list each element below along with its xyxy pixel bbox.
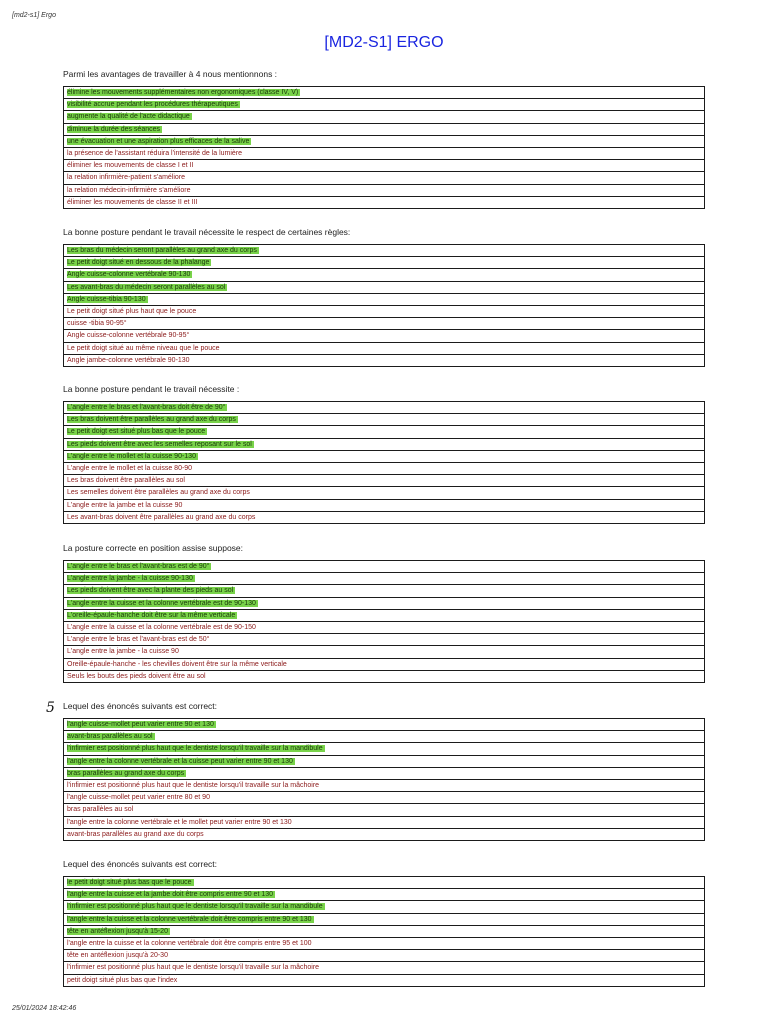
option-label: bras parallèles au sol <box>67 806 134 814</box>
option-label: l'infirmier est positionné plus haut que le dentiste lorsqu'il travaille sur la mandibule <box>67 745 323 753</box>
option-row-correct <box>64 414 704 426</box>
option-label: L'angle entre le mollet et la cuisse 90-130 <box>67 452 196 460</box>
option-row-correct <box>64 426 704 438</box>
option-row-correct <box>64 451 704 463</box>
option-label: bras parallèles au grand axe du corps <box>67 769 185 777</box>
option-label: L'angle entre la cuisse et la colonne vertébrale est de 90-150 <box>67 623 256 631</box>
option-row-correct <box>64 439 704 451</box>
option-label: élimine les mouvements supplémentaires non ergonomiques (classe IV, V) <box>67 89 299 96</box>
option-row <box>64 671 704 682</box>
question-text: La posture correcte en position assise suppose: <box>63 543 244 553</box>
option-label: L'angle entre le bras et l'avant-bras doit être de 90° <box>67 404 226 411</box>
option-row <box>64 197 704 208</box>
option-label: petit doigt situé plus bas que l'index <box>67 976 178 984</box>
option-row-correct <box>64 585 704 597</box>
option-row <box>64 659 704 671</box>
option-label: Angle jambe-colonne vertébrale 90-130 <box>67 356 190 364</box>
option-label: éliminer les mouvements de classe I et II <box>67 162 194 170</box>
option-row <box>64 475 704 487</box>
option-label: Les bras doivent être parallèles au grand axe du corps <box>67 416 236 424</box>
option-label: la relation infirmière-patient s'améliore <box>67 174 186 182</box>
question-block <box>63 68 705 209</box>
question-text: Parmi les avantages de travailler à 4 nous mentionnons : <box>63 69 278 79</box>
options-table <box>63 560 705 683</box>
option-row <box>64 829 704 840</box>
option-row-correct <box>64 573 704 585</box>
option-row <box>64 646 704 658</box>
option-label: l'angle entre la cuisse et la colonne vertébrale doit être compris entre 95 et 100 <box>67 939 312 947</box>
option-label: Les bras du médecin seront parallèles au grand axe du corps <box>67 247 257 254</box>
option-label: Angle cuisse-colonne vertébrale 90-95° <box>67 332 190 340</box>
option-label: Les pieds doivent être avec la plante des pieds au sol <box>67 587 234 595</box>
options-table <box>63 876 705 987</box>
option-row-correct <box>64 99 704 111</box>
option-label: Seuls les bouts des pieds doivent être au sol <box>67 672 206 680</box>
option-row <box>64 463 704 475</box>
option-row <box>64 185 704 197</box>
question-text: Lequel des énoncés suivants est correct: <box>63 859 218 869</box>
option-row-correct <box>64 294 704 306</box>
question-block <box>63 542 705 683</box>
option-row <box>64 780 704 792</box>
option-row-correct <box>64 561 704 573</box>
option-row-correct <box>64 257 704 269</box>
option-label: l'angle entre la colonne vertébrale et le mollet peut varier entre 90 et 130 <box>67 818 292 826</box>
option-row-correct <box>64 610 704 622</box>
option-row <box>64 318 704 330</box>
option-row <box>64 172 704 184</box>
options-table <box>63 401 705 524</box>
option-label: diminue la durée des séances <box>67 125 161 133</box>
option-row <box>64 634 704 646</box>
option-label: Le petit doigt situé au même niveau que le pouce <box>67 344 220 352</box>
option-label: Angle cuisse-colonne vertébrale 90-130 <box>67 271 191 279</box>
option-row-correct <box>64 914 704 926</box>
option-label: éliminer les mouvements de classe II et III <box>67 198 198 206</box>
option-row <box>64 938 704 950</box>
option-row-correct <box>64 245 704 257</box>
option-row <box>64 962 704 974</box>
option-row <box>64 512 704 523</box>
option-row-correct <box>64 743 704 755</box>
option-row-correct <box>64 889 704 901</box>
option-row <box>64 487 704 499</box>
page-title: [MD2-S1] ERGO <box>324 34 444 51</box>
option-row <box>64 330 704 342</box>
option-label: l'infirmier est positionné plus haut que le dentiste lorsqu'il travaille sur la mâchoire <box>67 964 320 972</box>
question-text: La bonne posture pendant le travail nécessite le respect de certaines règles: <box>63 227 351 237</box>
option-row-correct <box>64 136 704 148</box>
option-label: Angle cuisse-tibia 90-130 <box>67 295 146 303</box>
option-row-correct <box>64 402 704 414</box>
option-row-correct <box>64 282 704 294</box>
option-row <box>64 975 704 986</box>
option-row <box>64 343 704 355</box>
option-label: l'angle cuisse-mollet peut varier entre 80 et 90 <box>67 794 210 802</box>
option-row <box>64 622 704 634</box>
option-label: L'angle entre la jambe et la cuisse 90 <box>67 501 183 509</box>
option-row-correct <box>64 901 704 913</box>
option-label: L'angle entre la jambe - la cuisse 90 <box>67 648 179 656</box>
option-row-correct <box>64 877 704 889</box>
page-header-label: [md2-s1] Ergo <box>12 12 56 19</box>
option-label: Le petit doigt est situé plus bas que le pouce <box>67 428 206 436</box>
option-label: le petit doigt situé plus bas que le pouce <box>67 879 192 886</box>
question-block <box>63 700 705 841</box>
options-table <box>63 244 705 367</box>
option-label: la présence de l'assistant réduira l'intensité de la lumière <box>67 149 243 157</box>
option-row <box>64 148 704 160</box>
question-text: Lequel des énoncés suivants est correct: <box>63 701 218 711</box>
option-row <box>64 792 704 804</box>
option-row <box>64 355 704 366</box>
option-label: L'angle entre le mollet et la cuisse 80-90 <box>67 464 193 472</box>
option-row-correct <box>64 598 704 610</box>
option-label: l'infirmier est positionné plus haut que le dentiste lorsqu'il travaille sur la mandibule <box>67 903 323 911</box>
page-footer-timestamp: 25/01/2024 18:42:46 <box>12 1005 77 1012</box>
option-row-correct <box>64 926 704 938</box>
option-label: avant-bras parallèles au sol <box>67 733 153 741</box>
option-row <box>64 817 704 829</box>
option-label: L'angle entre le bras et l'avant-bras est de 50° <box>67 636 210 644</box>
option-row <box>64 160 704 172</box>
option-row <box>64 804 704 816</box>
option-label: tête en antéflexion jusqu'à 15-20 <box>67 927 168 935</box>
option-row-correct <box>64 124 704 136</box>
option-row-correct <box>64 756 704 768</box>
option-label: l'angle entre la cuisse et la jambe doit être compris entre 90 et 130 <box>67 891 274 899</box>
option-row <box>64 950 704 962</box>
option-row-correct <box>64 87 704 99</box>
option-label: Les semelles doivent être parallèles au grand axe du corps <box>67 489 250 497</box>
option-label: avant-bras parallèles au grand axe du corps <box>67 830 204 838</box>
option-row <box>64 500 704 512</box>
option-row-correct <box>64 269 704 281</box>
option-row-correct <box>64 768 704 780</box>
option-label: Les avant-bras du médecin seront parallèles au sol <box>67 283 226 291</box>
option-label: l'angle entre la cuisse et la colonne vertébrale doit être compris entre 90 et 130 <box>67 915 312 923</box>
question-block <box>63 383 705 524</box>
question-block <box>63 858 705 987</box>
option-label: Les avant-bras doivent être parallèles au grand axe du corps <box>67 513 256 521</box>
option-row-correct <box>64 719 704 731</box>
option-label: Le petit doigt situé plus haut que le pouce <box>67 307 197 315</box>
option-label: Oreille-épaule-hanche - les chevilles doivent être sur la même verticale <box>67 660 287 668</box>
options-table <box>63 86 705 209</box>
option-label: L'angle entre la jambe - la cuisse 90-130 <box>67 575 193 583</box>
option-label: L'angle entre le bras et l'avant-bras est de 90° <box>67 563 210 570</box>
option-label: L'angle entre la cuisse et la colonne vertébrale est de 90-130 <box>67 599 256 607</box>
option-label: tête en antéflexion jusqu'à 20-30 <box>67 952 168 960</box>
options-table <box>63 718 705 841</box>
option-label: l'infirmier est positionné plus haut que le dentiste lorsqu'il travaille sur la mâchoire <box>67 781 320 789</box>
option-label: augmente la qualité de l'acte didactique <box>67 113 190 121</box>
question-block <box>63 226 705 367</box>
option-row <box>64 306 704 318</box>
option-label: l'angle cuisse-mollet peut varier entre 90 et 130 <box>67 721 214 728</box>
option-row-correct <box>64 731 704 743</box>
option-label: une évacuation et une aspiration plus efficaces de la salive <box>67 137 250 145</box>
option-label: l'angle entre la colonne vertébrale et la cuisse peut varier entre 90 et 130 <box>67 757 293 765</box>
option-label: cuisse -tibia 90-95° <box>67 320 127 328</box>
option-label: L'oreille-épaule-hanche doit être sur la même verticale <box>67 611 236 619</box>
option-row-correct <box>64 111 704 123</box>
option-label: la relation médecin-infirmière s'améliore <box>67 186 191 194</box>
handwritten-mark: 5 <box>46 700 55 716</box>
option-label: Le petit doigt situé en dessous de la phalange <box>67 259 210 267</box>
question-text: La bonne posture pendant le travail nécessite : <box>63 384 240 394</box>
option-label: Les pieds doivent être avec les semelles reposant sur le sol <box>67 440 252 448</box>
option-label: Les bras doivent être parallèles au sol <box>67 477 185 485</box>
option-label: visibilité accrue pendant les procédures thérapeutiques <box>67 101 238 109</box>
